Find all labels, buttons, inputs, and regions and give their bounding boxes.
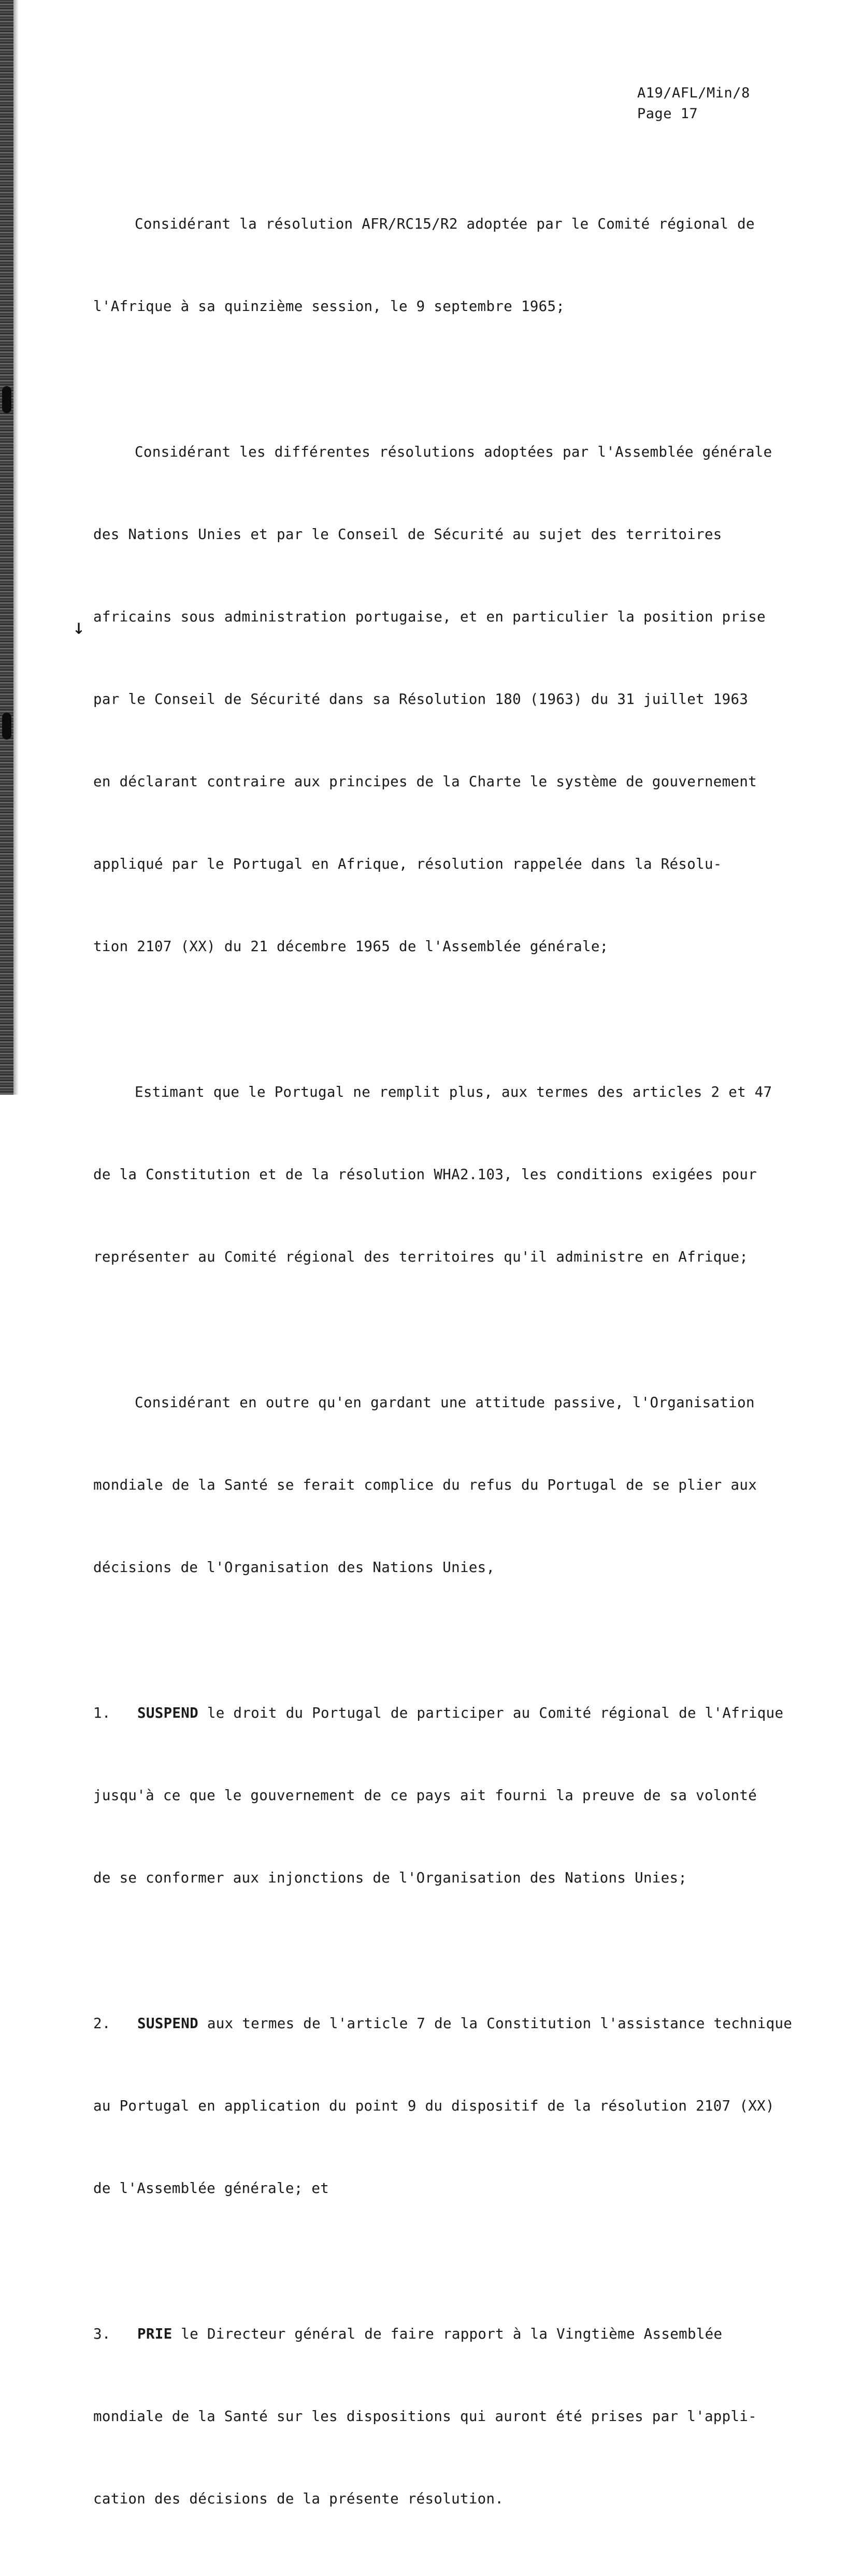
- operative-keyword: SUSPEND: [137, 2015, 198, 2032]
- text-line: cation des décisions de la présente résolution.: [93, 2490, 504, 2507]
- text-line: aux termes de l'article 7 de la Constitution l'assistance technique: [198, 2015, 793, 2032]
- operative-keyword: SUSPEND: [137, 1705, 198, 1721]
- text-line: de se conformer aux injonctions de l'Organisation des Nations Unies;: [93, 1870, 687, 1886]
- binder-hole-mark: [2, 713, 11, 740]
- scanner-shadow: [0, 0, 13, 1095]
- text-line: appliqué par le Portugal en Afrique, résolution rappelée dans la Résolu-: [93, 856, 722, 872]
- page-number: Page 17: [637, 106, 698, 122]
- text-line: en déclarant contraire aux principes de la Charte le système de gouvernement: [93, 773, 757, 790]
- text-line: mondiale de la Santé sur les dispositions qui auront été prises par l'appli-: [93, 2408, 757, 2425]
- text-line: jusqu'à ce que le gouvernement de ce pays ait fourni la preuve de sa volonté: [93, 1787, 757, 1804]
- text-line: Estimant que le Portugal ne remplit plus, aux termes des articles 2 et 47: [135, 1084, 772, 1100]
- text-line: le Directeur général de faire rapport à la Vingtième Assemblée: [172, 2326, 723, 2342]
- preamble-paragraph: [93, 1334, 782, 1636]
- text-line: mondiale de la Santé se ferait complice du refus du Portugal de se plier aux: [93, 1477, 757, 1493]
- resolution-body: [93, 155, 793, 2576]
- preamble-paragraph: [93, 384, 782, 1015]
- text-line: Considérant les différentes résolutions adoptées par l'Assemblée générale: [135, 444, 772, 460]
- operative-number: 3.: [93, 2326, 111, 2342]
- text-line: Considérant la résolution AFR/RC15/R2 adoptée par le Comité régional de: [135, 216, 755, 232]
- operative-paragraph: [93, 1645, 782, 1947]
- document-header: [637, 83, 750, 124]
- document-reference: A19/AFL/Min/8: [637, 85, 750, 101]
- text-line: des Nations Unies et par le Conseil de Sécurité au sujet des territoires: [93, 526, 722, 543]
- preamble-paragraph: [93, 1024, 782, 1326]
- text-line: au Portugal en application du point 9 du dispositif de la résolution 2107 (XX): [93, 2098, 774, 2114]
- text-line: Considérant en outre qu'en gardant une attitude passive, l'Organisation: [135, 1394, 755, 1411]
- operative-first-line: [93, 2320, 782, 2348]
- text-line: tion 2107 (XX) du 21 décembre 1965 de l'Assemblée générale;: [93, 938, 609, 955]
- text-line: africains sous administration portugaise, et en particulier la position prise: [93, 608, 766, 625]
- text-line: de la Constitution et de la résolution WHA2.103, les conditions exigées pour: [93, 1166, 757, 1183]
- operative-paragraph: [93, 1955, 793, 2257]
- preamble-paragraph: [93, 155, 782, 375]
- operative-number: 1.: [93, 1705, 111, 1721]
- text-line: décisions de l'Organisation des Nations Unies,: [93, 1559, 495, 1576]
- text-line: par le Conseil de Sécurité dans sa Résolution 180 (1963) du 31 juillet 1963: [93, 691, 749, 707]
- margin-arrow-mark: ↓: [73, 615, 85, 639]
- operative-first-line: [93, 2010, 793, 2037]
- binder-hole-mark: [2, 386, 11, 413]
- text-line: l'Afrique à sa quinzième session, le 9 septembre 1965;: [93, 298, 565, 315]
- text-line: représenter au Comité régional des territoires qu'il administre en Afrique;: [93, 1249, 749, 1265]
- operative-number: 2.: [93, 2015, 111, 2032]
- text-line: le droit du Portugal de participer au Comité régional de l'Afrique: [198, 1705, 784, 1721]
- scanner-shadow-fade: [13, 0, 19, 1095]
- operative-first-line: [93, 1700, 782, 1727]
- operative-paragraph: [93, 2266, 782, 2568]
- operative-keyword: PRIE: [137, 2326, 173, 2342]
- text-line: de l'Assemblée générale; et: [93, 2180, 329, 2197]
